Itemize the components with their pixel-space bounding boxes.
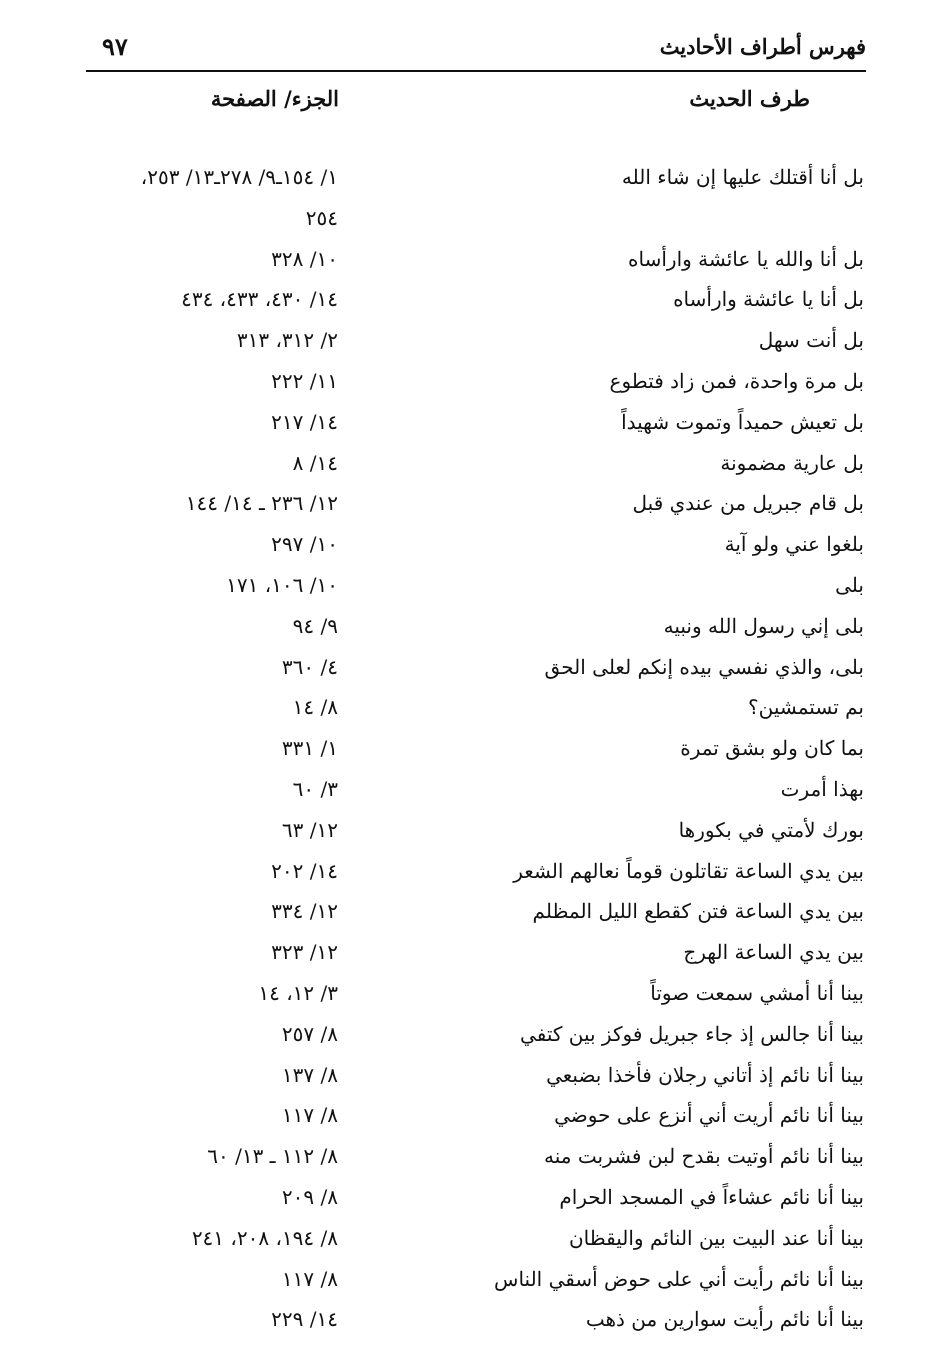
index-entry <box>70 734 870 775</box>
hadith-text: بين يدي الساعة الهرج <box>683 940 864 965</box>
index-entry <box>70 1142 870 1183</box>
index-entry <box>70 1224 870 1265</box>
hadith-text: بين يدي الساعة تقاتلون قوماً نعالهم الشعر <box>513 858 864 883</box>
hadith-text: بلى <box>835 572 864 597</box>
index-entry <box>70 857 870 898</box>
index-entry <box>70 653 870 694</box>
index-entry <box>70 897 870 938</box>
volume-page-ref: ١٠/ ٣٢٨ <box>271 246 338 271</box>
running-title: فهرس أطراف الأحاديث <box>659 34 866 59</box>
hadith-text: بل عارية مضمونة <box>720 450 864 475</box>
hadith-text: بل أنت سهل <box>758 328 864 353</box>
hadith-text: بم تستمشين؟ <box>748 695 864 720</box>
column-heading-hadith: طرف الحديث <box>689 86 810 111</box>
volume-page-ref: ٢/ ٣١٢، ٣١٣ <box>236 328 338 353</box>
hadith-text: بينا أنا نائم رأيت أني على حوض أسقي الناس <box>494 1266 864 1291</box>
hadith-index-list <box>70 163 870 1346</box>
volume-page-ref: ٨/ ١١٧ <box>281 1103 338 1128</box>
hadith-text: بما كان ولو بشق تمرة <box>680 736 864 761</box>
volume-page-ref: ٤/ ٣٦٠ <box>281 654 338 679</box>
volume-page-ref: ١١/ ٢٢٢ <box>271 368 338 393</box>
volume-page-ref: ٩/ ٩٤ <box>292 613 338 638</box>
hadith-text: بينا أنا نائم أريت أني أنزع على حوضي <box>554 1103 864 1128</box>
hadith-text: بلى، والذي نفسي بيده إنكم لعلى الحق <box>544 654 864 679</box>
hadith-text: بهذا أمرت <box>780 776 864 801</box>
index-entry <box>70 1061 870 1102</box>
running-head <box>86 28 866 68</box>
hadith-text: بورك لأمتي في بكورها <box>678 817 864 842</box>
volume-page-ref: ٨/ ١٣٧ <box>281 1062 338 1087</box>
volume-page-ref: ١٤/ ٨ <box>292 450 338 475</box>
index-entry <box>70 245 870 286</box>
index-entry <box>70 1305 870 1346</box>
volume-page-ref: ١/ ٣٣١ <box>281 736 338 761</box>
index-entry <box>70 693 870 734</box>
hadith-text: بل أنا يا عائشة وارأساه <box>673 287 864 312</box>
hadith-text: بلغوا عني ولو آية <box>724 532 864 557</box>
volume-page-ref: ٨/ ٢٥٧ <box>281 1021 338 1046</box>
volume-page-ref: ٣/ ٦٠ <box>292 776 338 801</box>
header-rule <box>86 70 866 72</box>
hadith-text: بل مرة واحدة، فمن زاد فتطوع <box>609 368 864 393</box>
index-entry <box>70 367 870 408</box>
hadith-text: بل أنا والله يا عائشة وارأساه <box>628 246 864 271</box>
index-entry <box>70 326 870 367</box>
hadith-text: بينا أنا نائم إذ أتاني رجلان فأخذا بضبعي <box>546 1062 864 1087</box>
volume-page-ref: ١٢/ ٦٣ <box>281 817 338 842</box>
index-entry <box>70 775 870 816</box>
index-entry <box>70 285 870 326</box>
hadith-text: بينا أنا أمشي سمعت صوتاً <box>650 980 864 1005</box>
hadith-text: بل أنا أقتلك عليها إن شاء الله <box>621 165 864 189</box>
volume-page-ref: ١٢/ ٣٣٤ <box>271 899 338 924</box>
column-heading-reference: الجزء/ الصفحة <box>210 86 339 111</box>
volume-page-ref: ١/ ١٥٤ـ٩/ ٢٧٨ـ١٣/ ٢٥٣، <box>140 165 338 189</box>
volume-page-ref: ١٢/ ٢٣٦ ـ ١٤/ ١٤٤ <box>185 491 338 516</box>
hadith-text: بين يدي الساعة فتن كقطع الليل المظلم <box>532 899 864 924</box>
index-entry-continuation <box>70 204 870 245</box>
volume-page-ref: ٣/ ١٢، ١٤ <box>258 980 338 1005</box>
volume-page-ref: ٨/ ١١٧ <box>281 1266 338 1291</box>
hadith-text: بل تعيش حميداً وتموت شهيداً <box>621 409 864 434</box>
hadith-text: بل قام جبريل من عندي قبل <box>632 491 864 516</box>
volume-page-ref: ١٤/ ٢٢٩ <box>271 1307 338 1332</box>
index-entry <box>70 1101 870 1142</box>
index-entry <box>70 938 870 979</box>
volume-page-ref: ٨/ ١٩٤، ٢٠٨، ٢٤١ <box>191 1225 338 1250</box>
hadith-text: بينا أنا عند البيت بين النائم واليقظان <box>568 1225 864 1250</box>
index-entry <box>70 449 870 490</box>
index-entry <box>70 489 870 530</box>
index-entry <box>70 816 870 857</box>
hadith-text: بلى إني رسول الله ونبيه <box>663 613 864 638</box>
volume-page-ref: ١٤/ ٢١٧ <box>271 409 338 434</box>
volume-page-ref: ٢٥٤ <box>305 205 338 230</box>
volume-page-ref: ٨/ ٢٠٩ <box>281 1184 338 1209</box>
index-entry <box>70 530 870 571</box>
volume-page-ref: ١٢/ ٣٢٣ <box>271 940 338 965</box>
volume-page-ref: ١٠/ ١٠٦، ١٧١ <box>226 572 338 597</box>
volume-page-ref: ١٤/ ٤٣٠، ٤٣٣، ٤٣٤ <box>181 287 338 312</box>
index-entry <box>70 1183 870 1224</box>
index-entry <box>70 1265 870 1306</box>
page-number: ٩٧ <box>102 32 128 61</box>
volume-page-ref: ١٠/ ٢٩٧ <box>271 532 338 557</box>
index-entry <box>70 979 870 1020</box>
index-entry <box>70 163 870 204</box>
hadith-text: بينا أنا نائم رأيت سوارين من ذهب <box>585 1307 864 1332</box>
index-entry <box>70 408 870 449</box>
index-entry <box>70 612 870 653</box>
volume-page-ref: ٨/ ١١٢ ـ ١٣/ ٦٠ <box>207 1144 338 1169</box>
volume-page-ref: ٨/ ١٤ <box>292 695 338 720</box>
index-entry <box>70 571 870 612</box>
hadith-text: بينا أنا نائم أوتيت بقدح لبن فشربت منه <box>544 1144 864 1169</box>
volume-page-ref: ١٤/ ٢٠٢ <box>271 858 338 883</box>
hadith-text: بينا أنا نائم عشاءاً في المسجد الحرام <box>559 1184 864 1209</box>
index-entry <box>70 1020 870 1061</box>
hadith-text: بينا أنا جالس إذ جاء جبريل فوكز بين كتفي <box>520 1021 864 1046</box>
